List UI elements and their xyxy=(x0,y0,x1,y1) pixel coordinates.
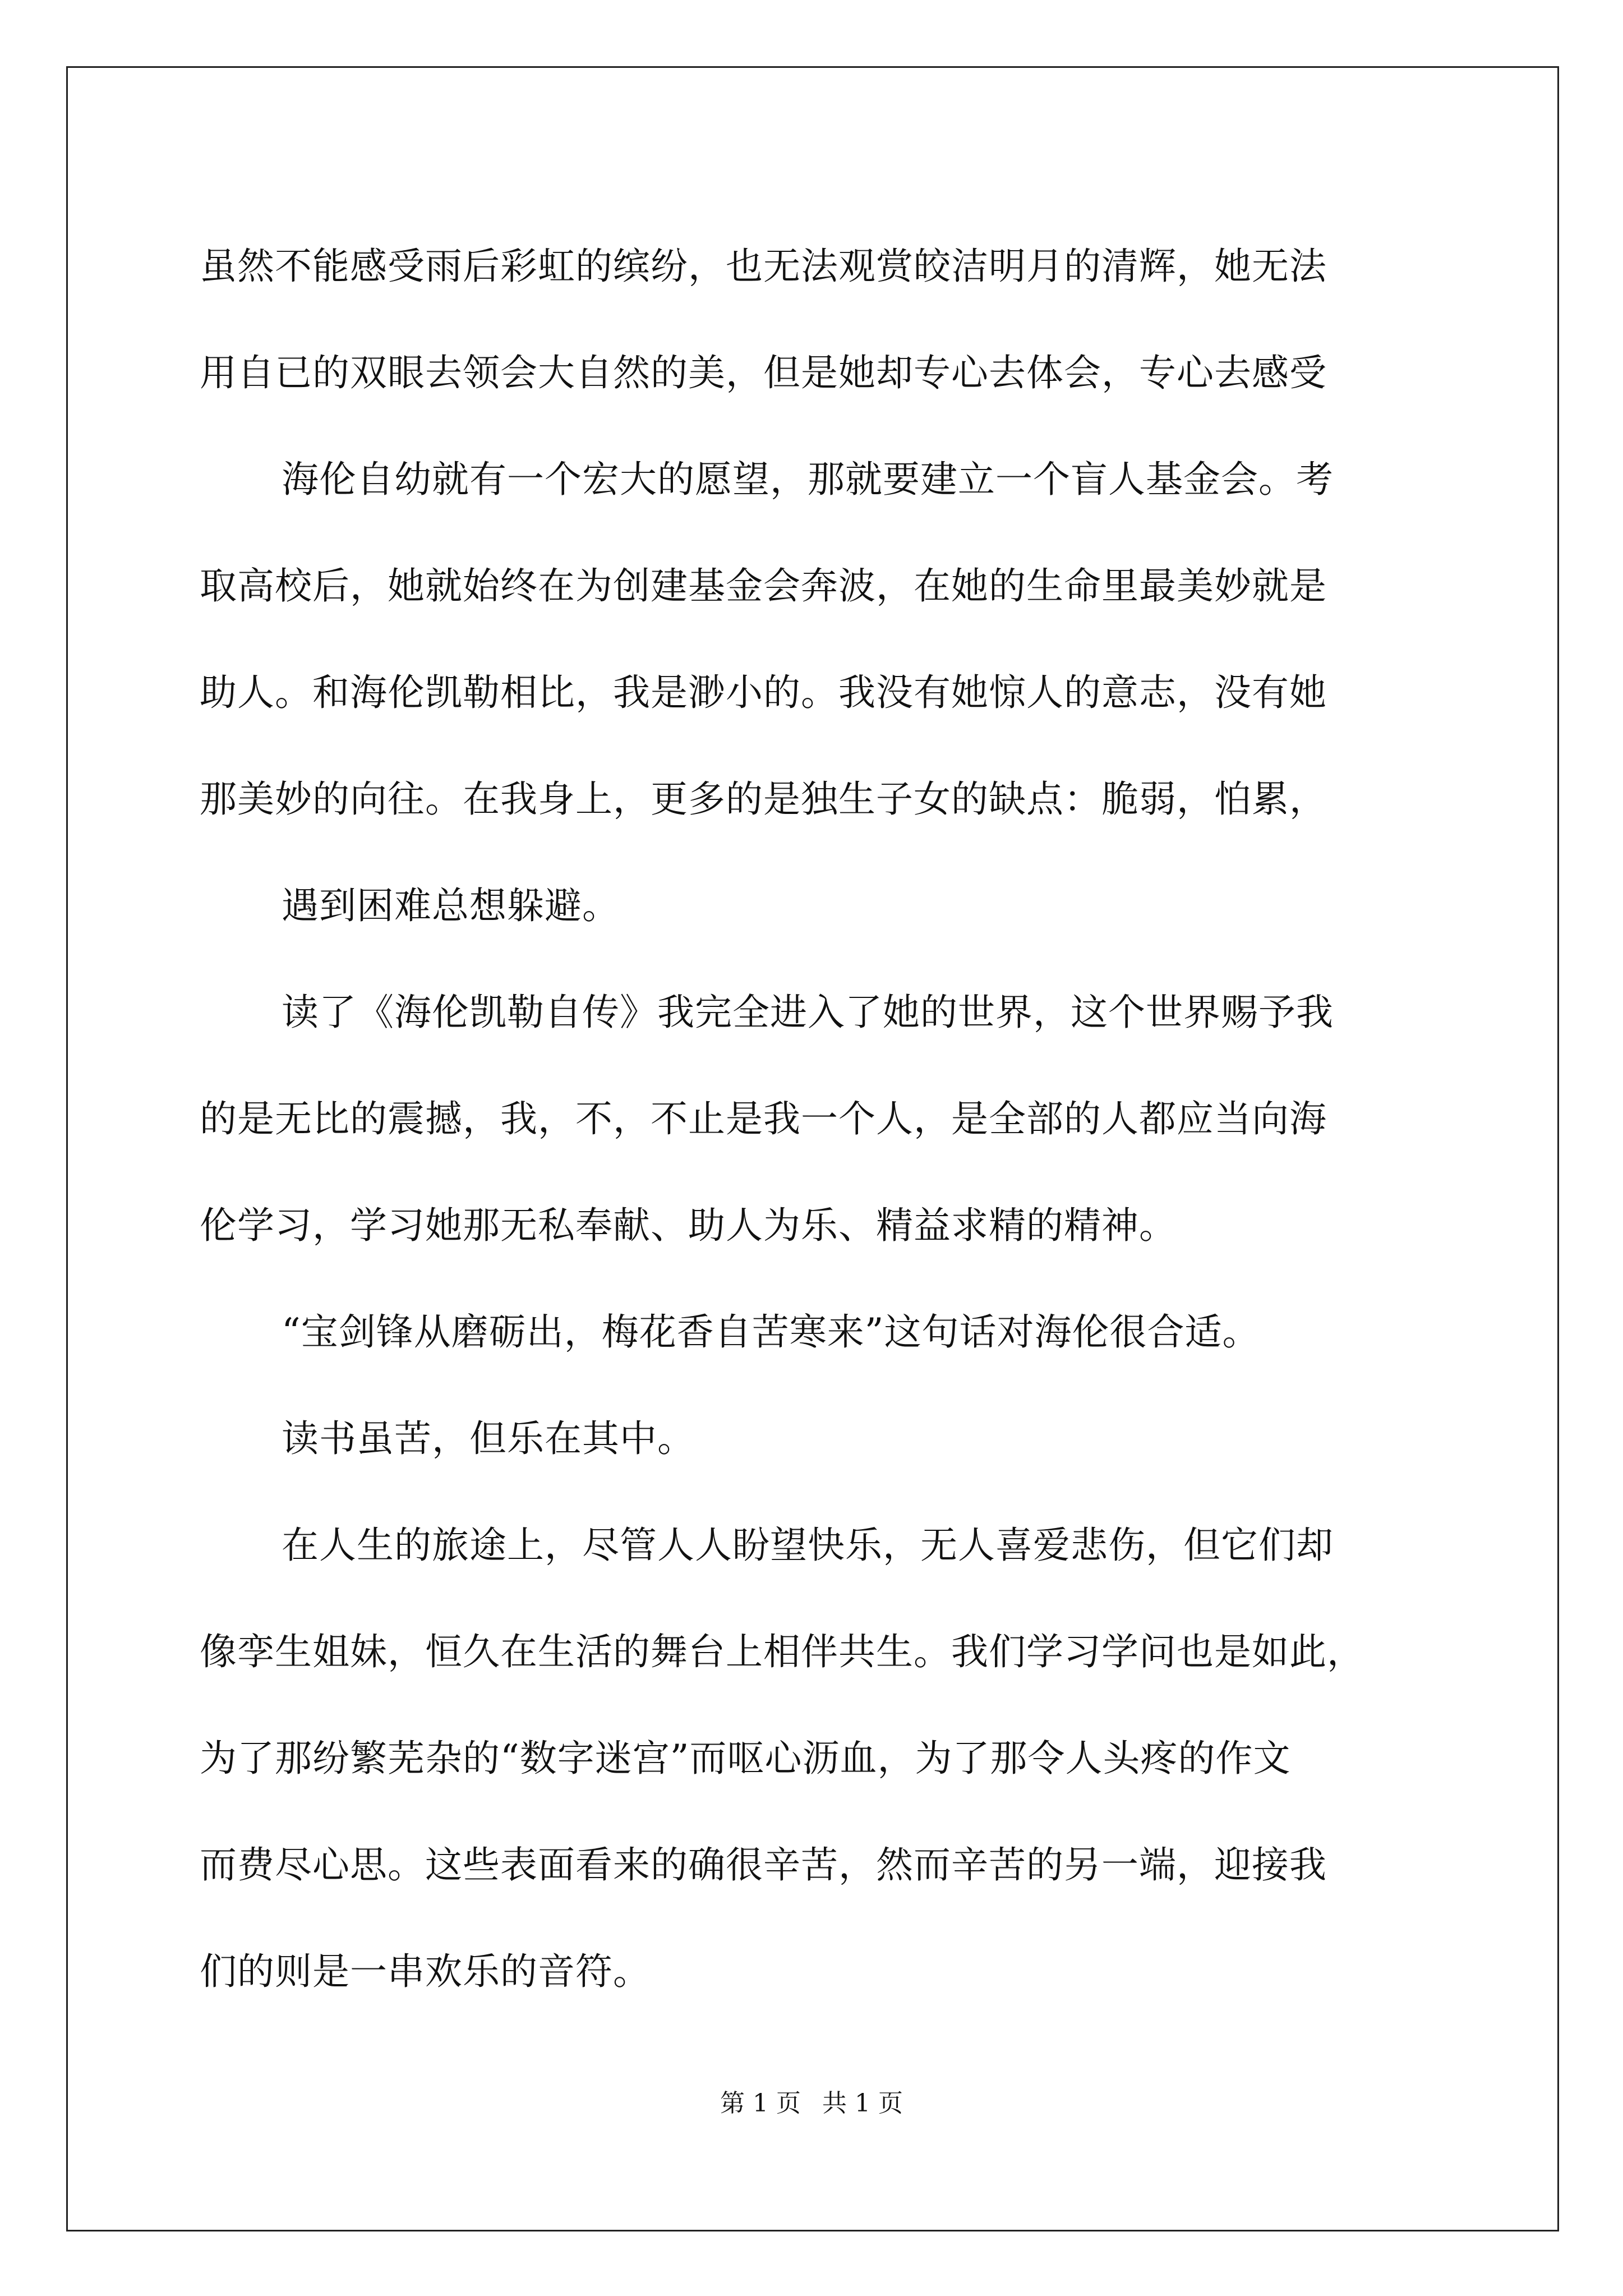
text-line-11: “宝剑锋从磨砺出，梅花香自苦寒来”这句话对海伦很合适。 xyxy=(282,1310,1260,1354)
page-footer xyxy=(0,2087,1623,2120)
text-line-5: 助人。和海伦凯勒相比，我是渺小的。我没有她惊人的意志，没有她 xyxy=(200,671,1327,714)
text-line-13: 在人生的旅途上，尽管人人盼望快乐，无人喜爱悲伤，但它们却 xyxy=(282,1524,1334,1567)
text-line-9: 的是无比的震撼，我，不，不止是我一个人，是全部的人都应当向海 xyxy=(200,1097,1327,1140)
text-line-6: 那美妙的向往。在我身上，更多的是独生子女的缺点：脆弱，怕累， xyxy=(200,777,1327,821)
text-line-14: 像孪生姐妹，恒久在生活的舞台上相伴共生。我们学习学问也是如此， xyxy=(200,1630,1364,1673)
text-line-4: 取高校后，她就始终在为创建基金会奔波，在她的生命里最美妙就是 xyxy=(200,564,1327,608)
text-line-17: 们的则是一串欢乐的音符。 xyxy=(200,1950,651,1993)
text-line-12: 读书虽苦，但乐在其中。 xyxy=(282,1417,695,1460)
text-line-8: 读了《海伦凯勒自传》我完全进入了她的世界，这个世界赐予我 xyxy=(282,991,1334,1034)
text-line-16: 而费尽心思。这些表面看来的确很辛苦，然而辛苦的另一端，迎接我 xyxy=(200,1843,1327,1887)
text-line-2: 用自已的双眼去领会大自然的美，但是她却专心去体会，专心去感受 xyxy=(200,351,1327,394)
page-total: 共 1 页 xyxy=(822,2089,903,2118)
text-line-3: 海伦自幼就有一个宏大的愿望，那就要建立一个盲人基金会。考 xyxy=(282,458,1334,501)
text-line-1: 虽然不能感受雨后彩虹的缤纷，也无法观赏皎洁明月的清辉，她无法 xyxy=(200,245,1327,288)
text-line-10: 伦学习，学习她那无私奉献、助人为乐、精益求精的精神。 xyxy=(200,1204,1177,1247)
text-line-7: 遇到困难总想躲避。 xyxy=(282,884,620,927)
document-body xyxy=(200,213,1428,2025)
text-line-15: 为了那纷繁芜杂的“数字迷宫”而呕心沥血，为了那令人头疼的作文 xyxy=(200,1737,1291,1780)
page-number: 第 1 页 xyxy=(720,2089,801,2118)
